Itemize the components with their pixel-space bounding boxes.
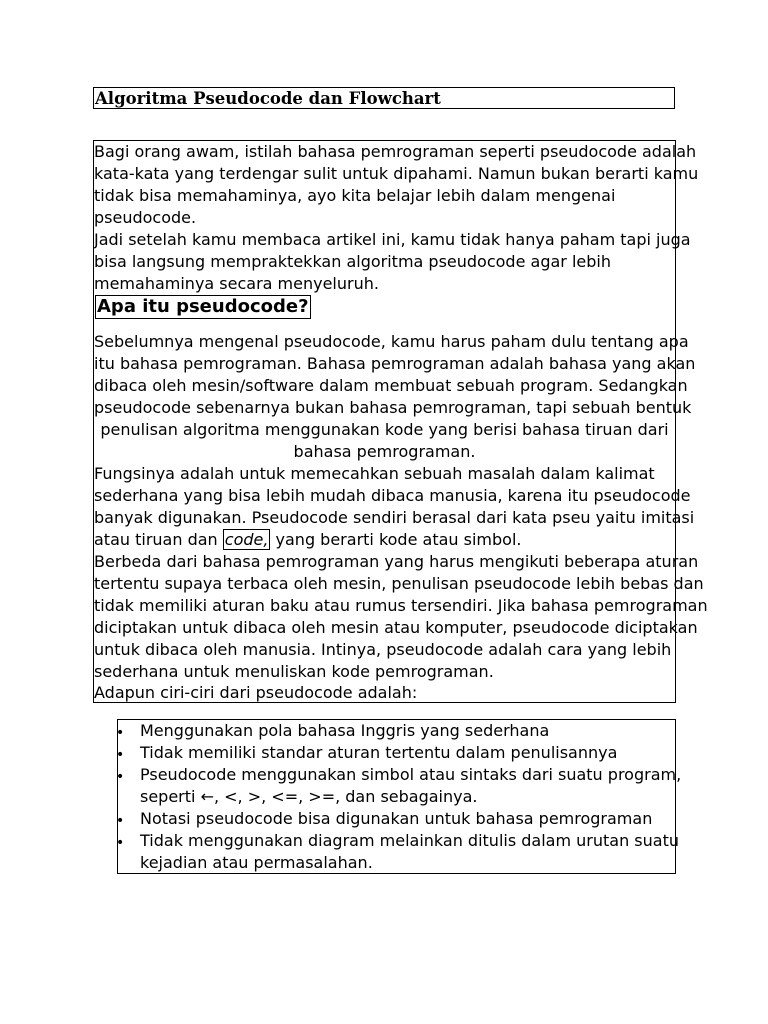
intro-line: memahaminya secara menyeluruh. <box>94 274 379 293</box>
berbeda-line: Berbeda dari bahasa pemrograman yang harus mengikuti beberapa aturan <box>94 552 699 571</box>
bullet-icon: • <box>116 835 125 851</box>
bullet-icon: • <box>116 747 125 763</box>
list-item-continuation: kejadian atau permasalahan. <box>140 853 373 872</box>
intro-line: tidak bisa memahaminya, ayo kita belajar lebih dalam mengenai <box>94 186 616 205</box>
berbeda-line: untuk dibaca oleh manusia. Intinya, pseudocode adalah cara yang lebih <box>94 640 672 659</box>
fungsi-last-line <box>94 529 521 551</box>
berbeda-line: sederhana untuk menuliskan kode pemrograman. <box>94 662 494 681</box>
intro-line: Bagi orang awam, istilah bahasa pemrograman seperti pseudocode adalah <box>94 142 697 161</box>
intro-line: bisa langsung mempraktekkan algoritma pseudocode agar lebih <box>94 252 611 271</box>
title-box <box>93 87 675 109</box>
bullet-icon: • <box>116 769 125 785</box>
fungsi-after-text: yang berarti kode atau simbol. <box>270 530 522 549</box>
centered-line: bahasa pemrograman. <box>293 442 476 461</box>
list-item: Tidak memiliki standar aturan tertentu dalam penulisannya <box>140 743 618 762</box>
fungsi-line: banyak digunakan. Pseudocode sendiri berasal dari kata pseu yaitu imitasi <box>94 508 695 527</box>
list-item: Menggunakan pola bahasa Inggris yang sederhana <box>140 721 550 740</box>
fungsi-line: sederhana yang bisa lebih mudah dibaca manusia, karena itu pseudocode <box>94 486 691 505</box>
centered-line: Sebelumnya mengenal pseudocode, kamu harus paham dulu tentang apa <box>94 332 689 351</box>
bullet-icon: • <box>116 725 125 741</box>
list-item: Tidak menggunakan diagram melainkan ditulis dalam urutan suatu <box>140 831 679 850</box>
centered-line: dibaca oleh mesin/software dalam membuat sebuah program. Sedangkan <box>94 376 688 395</box>
fungsi-before-text: atau tiruan dan <box>94 530 223 549</box>
document-title: Algoritma Pseudocode dan Flowchart <box>95 89 441 108</box>
list-item: Pseudocode menggunakan simbol atau sintaks dari suatu program, <box>140 765 682 784</box>
bullet-icon: • <box>116 813 125 829</box>
ciri-intro: Adapun ciri-ciri dari pseudocode adalah: <box>94 683 418 702</box>
berbeda-line: diciptakan untuk dibaca oleh mesin atau komputer, pseudocode diciptakan <box>94 618 698 637</box>
berbeda-line: tidak memiliki aturan baku atau rumus tersendiri. Jika bahasa pemrograman <box>94 596 708 615</box>
section-heading: Apa itu pseudocode? <box>97 296 309 317</box>
centered-line: pseudocode sebenarnya bukan bahasa pemrograman, tapi sebuah bentuk <box>94 398 692 417</box>
intro-line: Jadi setelah kamu membaca artikel ini, kamu tidak hanya paham tapi juga <box>94 230 691 249</box>
code-term: code, <box>224 530 269 549</box>
intro-line: kata-kata yang terdengar sulit untuk dipahami. Namun bukan berarti kamu <box>94 164 699 183</box>
list-item: Notasi pseudocode bisa digunakan untuk bahasa pemrograman <box>140 809 653 828</box>
centered-line: penulisan algoritma menggunakan kode yang berisi bahasa tiruan dari <box>100 420 669 439</box>
list-item-continuation: seperti ←, <, >, <=, >=, dan sebagainya. <box>140 787 478 806</box>
fungsi-line: Fungsinya adalah untuk memecahkan sebuah masalah dalam kalimat <box>94 464 655 483</box>
centered-line: itu bahasa pemrograman. Bahasa pemrograman adalah bahasa yang akan <box>94 354 696 373</box>
bullet-list <box>116 719 682 874</box>
content-box <box>93 140 708 703</box>
intro-line: pseudocode. <box>94 208 197 227</box>
berbeda-line: tertentu supaya terbaca oleh mesin, penulisan pseudocode lebih bebas dan <box>94 574 704 593</box>
